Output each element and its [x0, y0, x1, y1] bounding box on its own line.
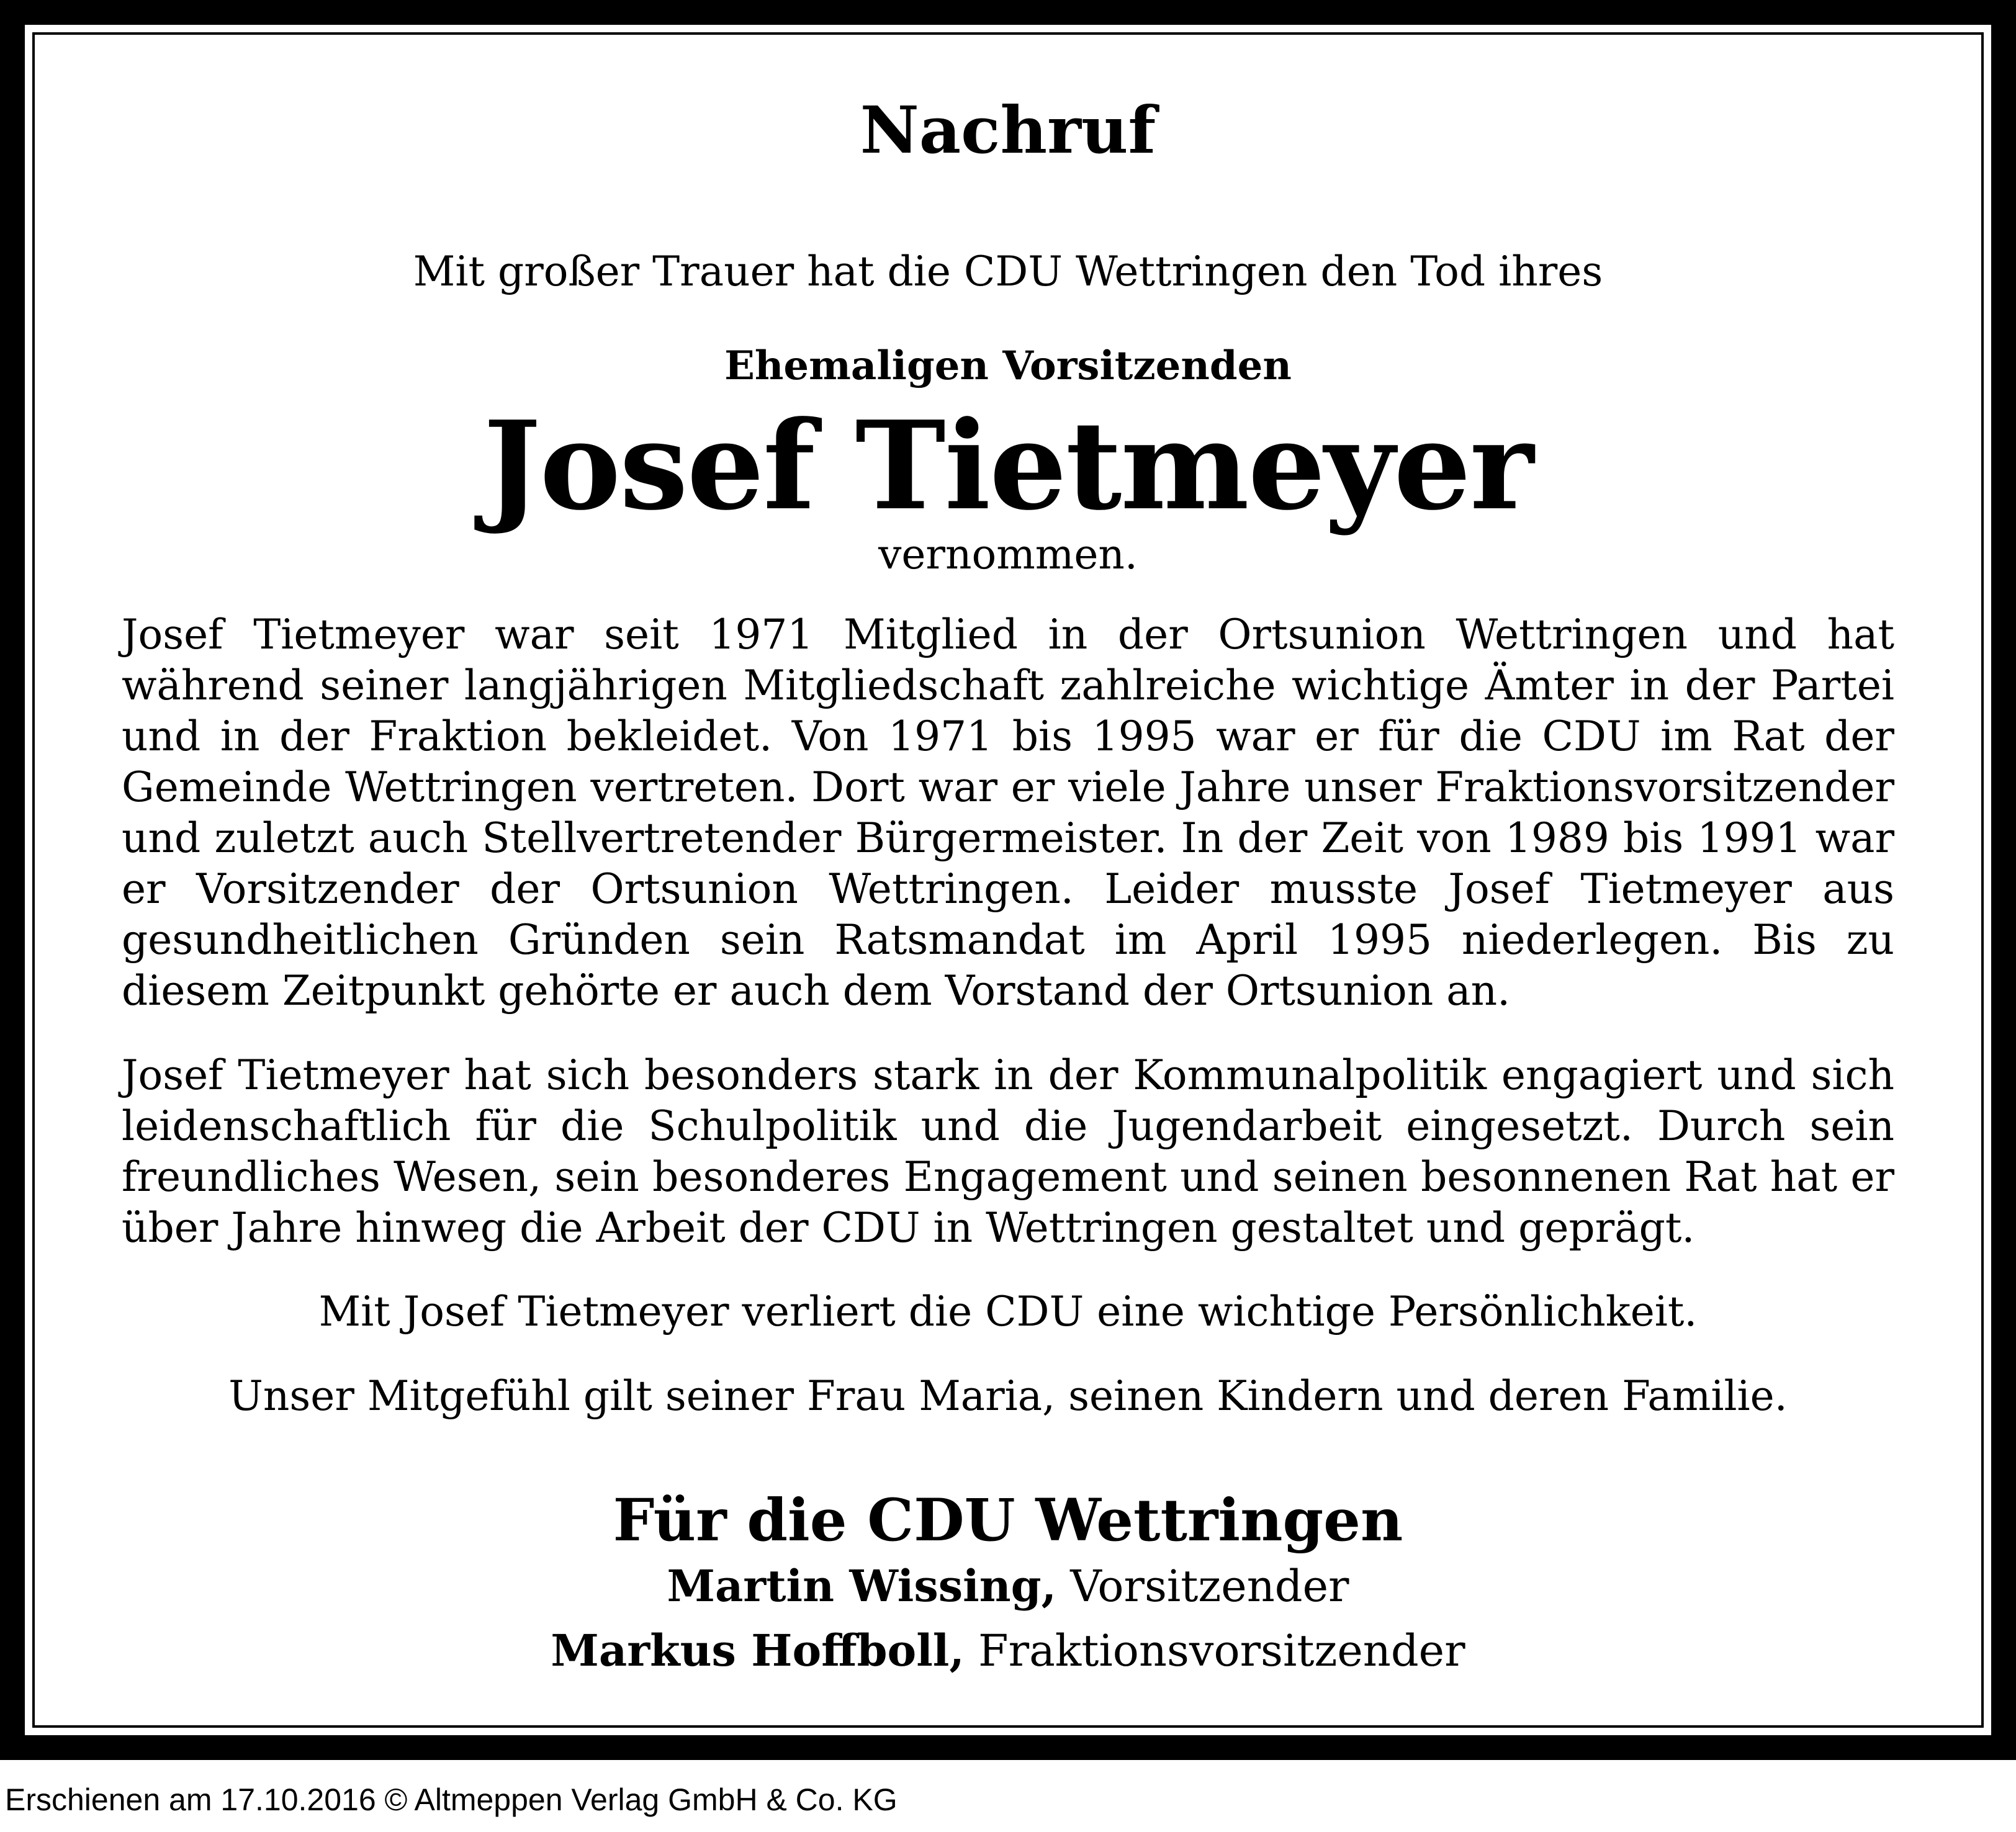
- signer-role: Vorsitzender: [1070, 1561, 1349, 1612]
- deceased-name: Josef Tietmeyer: [483, 395, 1533, 537]
- deceased-role: Ehemaligen Vorsitzenden: [724, 343, 1292, 389]
- signer-line: [122, 1560, 1894, 1612]
- signer-name: Martin Wissing,: [667, 1560, 1056, 1612]
- biography-paragraph: Josef Tietmeyer war seit 1971 Mitglied in der Ortsunion Wettringen und hat während seiner langjährigen Mitgliedschaft zahlreiche wichtige Ämter in der Partei und in der Fraktion bekleidet. Von 1971 bis 1995 war er für die CDU im Rat der Gemeinde Wettringen vertreten. Dort war er viele Jahre unser Fraktionsvorsitzender und zuletzt auch Stellvertretender Bürgermeister. In der Zeit von 1989 bis 1991 war er Vorsitzender der Ortsunion Wettringen. Leider musste Josef Tietmeyer aus gesundheitlichen Gründen sein Ratsmandat im April 1995 niederlegen. Bis zu diesem Zeitpunkt gehörte er auch dem Vorstand der Ortsunion an.: [122, 611, 1894, 1015]
- signer-name: Markus Hoffboll,: [551, 1625, 965, 1676]
- loss-statement: Mit Josef Tietmeyer verliert die CDU eine wichtige Persönlichkeit.: [318, 1288, 1698, 1336]
- condolence-statement: Unser Mitgefühl gilt seiner Frau Maria, seinen Kindern und deren Familie.: [228, 1372, 1788, 1420]
- notice-title: Nachruf: [860, 92, 1156, 168]
- notice-intro: Mit großer Trauer hat die CDU Wettringen den Tod ihres: [413, 248, 1603, 295]
- notice-intro-end: vernommen.: [878, 531, 1138, 578]
- notice-frame: [25, 25, 1991, 1735]
- signer-line: [122, 1625, 1894, 1677]
- signature-organization: Für die CDU Wettringen: [613, 1486, 1403, 1555]
- publication-footer: Erschienen am 17.10.2016 © Altmeppen Verlag GmbH & Co. KG: [5, 1782, 898, 1817]
- signer-role: Fraktionsvorsitzender: [978, 1625, 1465, 1676]
- tribute-paragraph: Josef Tietmeyer hat sich besonders stark in der Kommunalpolitik engagiert und sich leidenschaftlich für die Schulpolitik und die Jugendarbeit eingesetzt. Durch sein freundliches Wesen, sein besonderes Engagement und seinen besonnenen Rat hat er über Jahre hinweg die Arbeit der CDU in Wettringen gestaltet und geprägt.: [122, 1051, 1894, 1252]
